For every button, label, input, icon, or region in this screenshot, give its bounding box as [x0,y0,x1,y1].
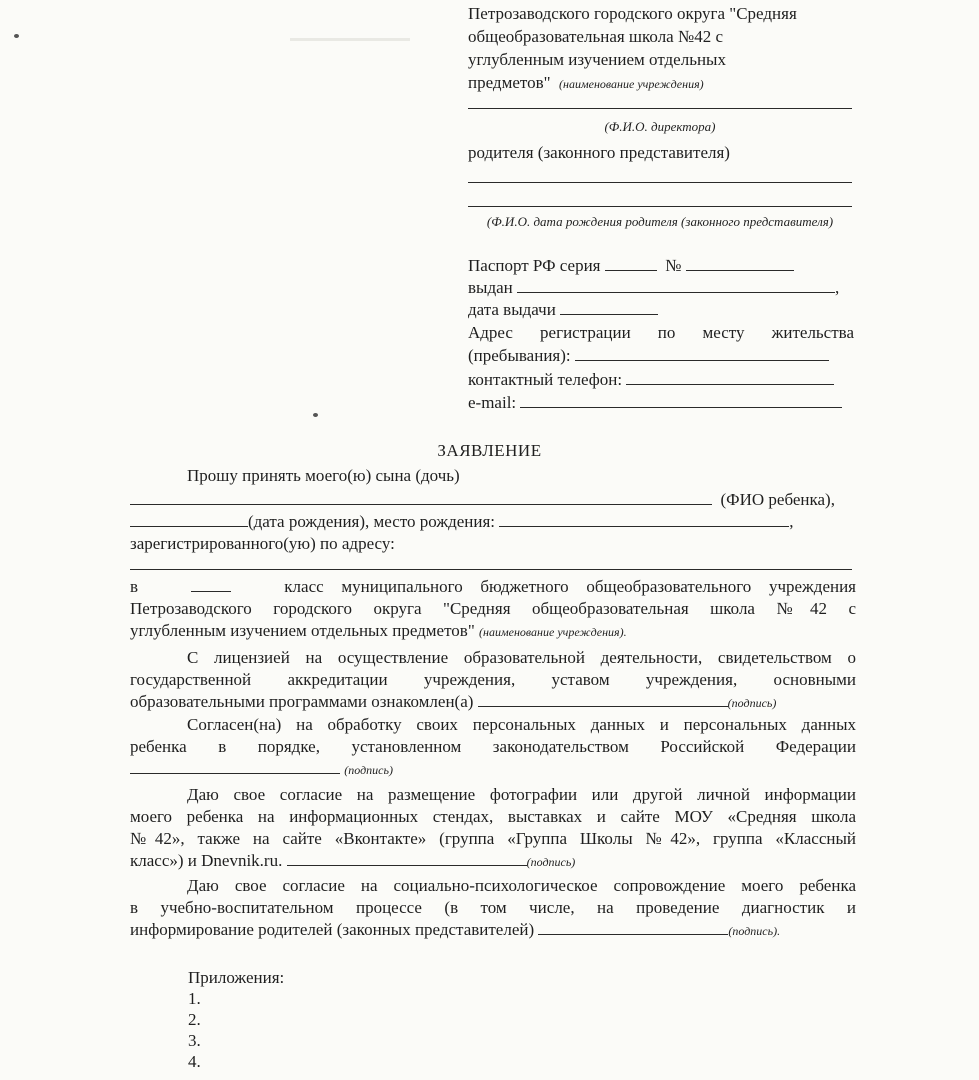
address-field[interactable] [575,360,829,361]
license-line: государственной аккредитации учреждения, уставом учреждения, основными [130,670,856,689]
org-line: Петрозаводского городского округа "Средняя [468,4,797,23]
social-caption: (подпись). [728,924,781,938]
child-birthdate-field[interactable] [130,526,248,527]
passport-number-field[interactable] [686,270,794,271]
passport-series-label: Паспорт РФ серия [468,256,601,275]
photo-line: Даю свое согласие на размещение фотографии или другой личной информации [187,785,856,804]
attachments-title: Приложения: [188,968,285,987]
consent-paragraph [130,714,856,781]
issued-by-field[interactable] [517,292,835,293]
parent-caption: (Ф.И.О. дата рождения родителя (законного представителя) [486,214,834,229]
child-name-field[interactable] [130,504,712,505]
address-row [468,344,858,367]
license-line: С лицензией на осуществление образовательной деятельности, свидетельством о [187,648,856,667]
photo-line: класс») и Dnevnik.ru. [130,851,283,870]
org-line: предметов" [468,73,551,92]
class-prefix: в [130,577,139,596]
attachment-item: 2. [188,1010,201,1029]
org-line: углубленным изучением отдельных [468,50,726,69]
social-line: Даю свое согласие на социально-психологическое сопровождение моего ребенка [187,876,856,895]
birthplace-field[interactable] [499,526,789,527]
passport-series-field[interactable] [605,270,657,271]
address-label-cont: (пребывания): [468,346,571,365]
address-label: Адрес регистрации по месту жительства [468,323,854,342]
signature-caption: (подпись) [727,696,777,710]
license-signature-field[interactable] [478,706,728,707]
phone-label: контактный телефон: [468,370,623,389]
org-caption: (наименование учреждения) [559,77,704,91]
parent-name-field[interactable] [468,182,852,183]
class-paragraph [130,576,856,643]
child-address-field[interactable] [130,555,852,570]
class-line: углубленным изучением отдельных предметов" [130,621,475,640]
issued-row: выдан , [468,278,840,297]
attachment-item: 4. [188,1052,201,1071]
issued-label: выдан [468,278,513,297]
photo-line: моего ребенка на информационных стендах, выставках и сайте МОУ «Средняя школа [130,807,856,826]
child-name-caption: (ФИО ребенка), [720,490,835,509]
passport-row [468,254,858,277]
org-line: общеобразовательная школа №42 с [468,27,723,46]
signature-caption: (подпись) [344,763,393,777]
license-paragraph [130,647,856,714]
social-signature-field[interactable] [538,934,728,935]
class-caption: (наименование учреждения). [479,625,627,639]
consent-line: ребенка в порядке, установленном законодательством Российской Федерации [130,737,856,756]
issue-date-field[interactable] [560,314,658,315]
social-consent-paragraph [130,875,856,942]
social-line: в учебно-воспитательном процессе (в том числе, на проведение диагностик и [130,898,856,917]
passport-number-label: № [665,256,682,275]
registered-label: зарегистрированного(ую) по адресу: [130,534,395,553]
email-label: e-mail: [468,393,517,412]
class-line: Петрозаводского городского округа "Средняя общеобразовательная школа №42 с [130,599,856,618]
attachment-item: 1. [188,989,201,1008]
director-name-field[interactable] [468,108,852,109]
social-line: информирование родителей (законных представителей) [130,920,535,939]
license-line: образовательными программами ознакомлен(а) [130,692,474,711]
attachments-list [188,967,284,1072]
photo-signature-field[interactable] [287,865,527,866]
email-field[interactable] [520,407,842,408]
consent-signature-field[interactable] [130,773,340,774]
organization-name [468,2,856,96]
issue-date-label: дата выдачи [468,300,556,319]
director-caption: (Ф.И.О. директора) [604,119,716,134]
parent-birthdate-field[interactable] [468,206,852,207]
issue-date-row [468,298,858,321]
request-paragraph: Прошу принять моего(ю) сына (дочь) (ФИО ребенка), (дата рождения), место рождения: , зарегистрированного(ую) по адресу: [130,465,856,570]
scan-speck [313,413,318,417]
photo-consent-paragraph [130,784,856,873]
scan-speck [14,34,19,38]
consent-line: Согласен(на) на обработку своих персональных данных и персональных данных [187,715,856,734]
email-row [468,391,858,414]
phone-row [468,368,858,391]
request-line: Прошу принять моего(ю) сына (дочь) [187,466,460,485]
signature-caption: (подпись) [526,855,576,869]
document-title: ЗАЯВЛЕНИЕ [437,441,542,460]
photo-line: №42», также на сайте «Вконтакте» (группа «Группа Школы №42», группа «Классный [130,829,856,848]
class-text: класс муниципального бюджетного общеобразовательного учреждения [284,577,857,596]
phone-field[interactable] [626,384,834,385]
attachment-item: 3. [188,1031,201,1050]
parent-label: родителя (законного представителя) [468,143,730,162]
birth-date-caption: (дата рождения), место рождения: [248,512,496,531]
class-number-field[interactable] [191,591,231,592]
